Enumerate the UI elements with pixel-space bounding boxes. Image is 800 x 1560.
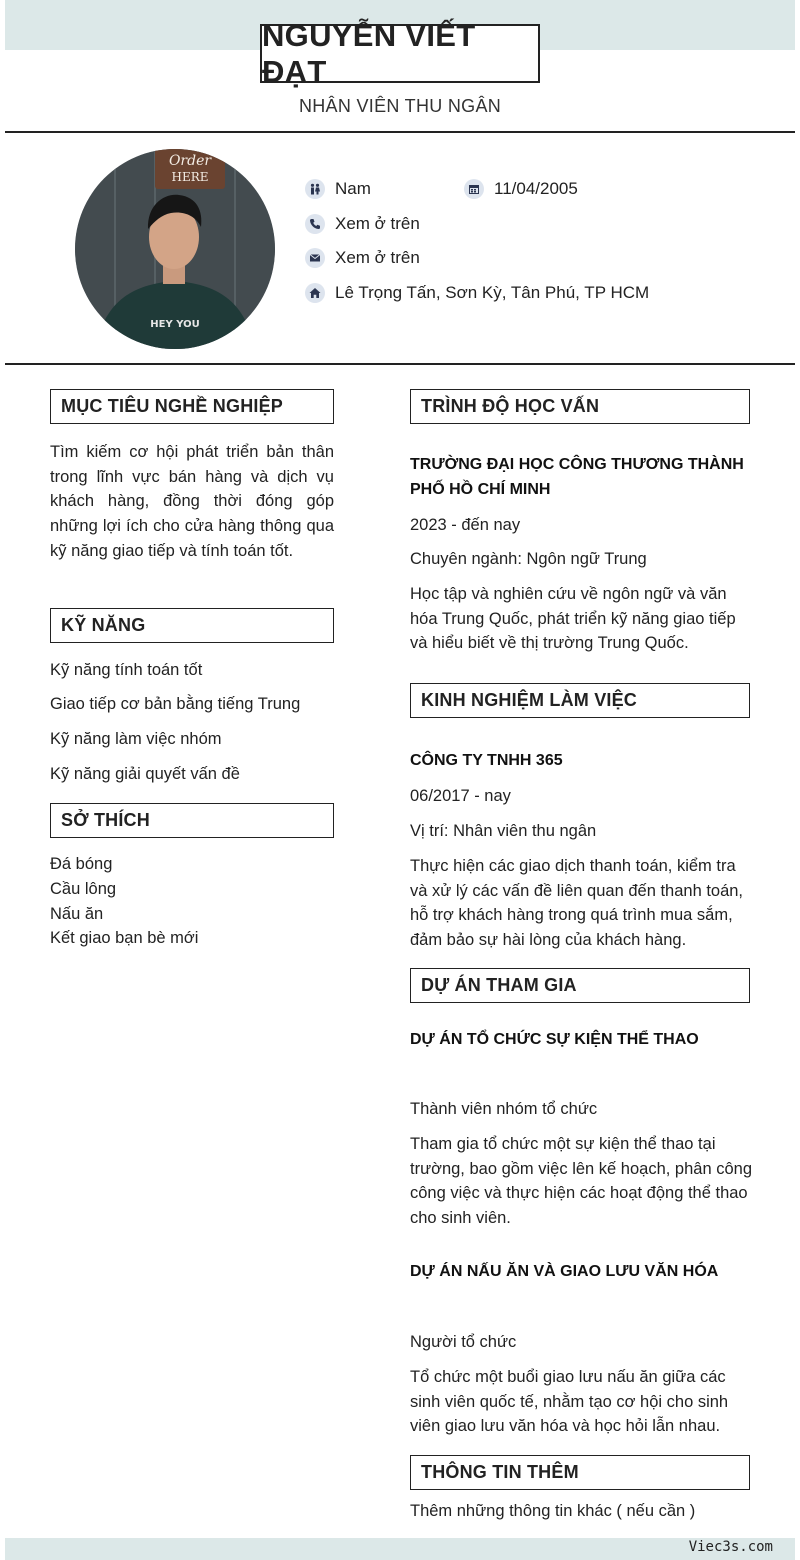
skill-item: Giao tiếp cơ bản bằng tiếng Trung [50, 695, 301, 713]
email-icon [305, 248, 325, 268]
hobbies-heading: SỞ THÍCH [50, 803, 334, 838]
email-row [305, 248, 420, 268]
experience-heading: KINH NGHIỆM LÀM VIỆC [410, 683, 750, 718]
gender-value: Nam [335, 179, 371, 198]
divider-top [5, 131, 795, 133]
avatar-sign-line2: HERE [171, 170, 209, 184]
birthday-row [464, 179, 578, 199]
address-row [305, 283, 649, 303]
company-name: CÔNG TY TNHH 365 [410, 752, 563, 769]
footer-band [5, 1538, 795, 1560]
project-name: DỰ ÁN TỔ CHỨC SỰ KIỆN THỂ THAO [410, 1031, 699, 1048]
education-heading: TRÌNH ĐỘ HỌC VẤN [410, 389, 750, 424]
phone-value: Xem ở trên [335, 214, 420, 233]
skill-item: Kỹ năng tính toán tốt [50, 661, 203, 679]
project-role: Thành viên nhóm tổ chức [410, 1100, 598, 1118]
calendar-icon [464, 179, 484, 199]
hobby-item: Nấu ăn [50, 905, 104, 923]
avatar-photo [75, 149, 275, 349]
gender-row [305, 179, 371, 199]
project-role: Người tổ chức [410, 1333, 517, 1351]
watermark: Viec3s.com [688, 1539, 773, 1555]
phone-row [305, 214, 420, 234]
project-name: DỰ ÁN NẤU ĂN VÀ GIAO LƯU VĂN HÓA [410, 1263, 719, 1280]
school-name-line2: PHỐ HỒ CHÍ MINH [410, 481, 551, 498]
skill-item: Kỹ năng làm việc nhóm [50, 730, 222, 748]
experience-period: 06/2017 - nay [410, 787, 511, 805]
phone-icon [305, 214, 325, 234]
extra-text: Thêm những thông tin khác ( nếu cần ) [410, 1502, 696, 1520]
birthday-value: 11/04/2005 [494, 179, 578, 198]
objective-text: Tìm kiếm cơ hội phát triển bản thân trong lĩnh vực bán hàng và dịch vụ khách hàng, đồng thời đóng góp những lợi ích cho cửa hàng thông qua kỹ năng giao tiếp và tính toán tốt. [50, 443, 334, 560]
email-value: Xem ở trên [335, 248, 420, 267]
home-icon [305, 283, 325, 303]
project-description: Tổ chức một buổi giao lưu nấu ăn giữa các sinh viên quốc tế, nhằm tạo cơ hội cho sinh viên giao lưu văn hóa và học hỏi lẫn nhau. [410, 1368, 729, 1436]
job-title: NHÂN VIÊN THU NGÂN [298, 96, 502, 116]
education-description: Học tập và nghiên cứu về ngôn ngữ và văn hóa Trung Quốc, phát triển kỹ năng giao tiếp và hiểu biết về thị trường Trung Quốc. [410, 585, 736, 653]
hobby-item: Đá bóng [50, 855, 113, 873]
divider-middle [5, 363, 795, 365]
education-period: 2023 - đến nay [410, 516, 521, 534]
school-name-line1: TRƯỜNG ĐẠI HỌC CÔNG THƯƠNG THÀNH [410, 456, 744, 473]
address-value: Lê Trọng Tấn, Sơn Kỳ, Tân Phú, TP HCM [335, 283, 650, 302]
extra-heading: THÔNG TIN THÊM [410, 1455, 750, 1490]
hobby-item: Cầu lông [50, 880, 117, 898]
name-box [260, 17, 540, 89]
projects-heading: DỰ ÁN THAM GIA [410, 968, 750, 1003]
candidate-name: NGUYỄN VIẾT ĐẠT [262, 17, 476, 89]
skills-heading: KỸ NĂNG [50, 608, 334, 643]
education-major: Chuyên ngành: Ngôn ngữ Trung [410, 550, 647, 568]
objective-heading: MỤC TIÊU NGHỀ NGHIỆP [50, 389, 334, 424]
experience-description: Thực hiện các giao dịch thanh toán, kiểm tra và xử lý các vấn đề liên quan đến thanh toán, hỗ trợ khách hàng trong quá trình mua sắm, đảm bảo sự hài lòng của khách hàng. [410, 857, 744, 950]
skill-item: Kỹ năng giải quyết vấn đề [50, 765, 240, 783]
experience-position: Vị trí: Nhân viên thu ngân [410, 822, 597, 840]
project-description: Tham gia tổ chức một sự kiện thể thao tại trường, bao gồm việc lên kế hoạch, phân công công việc và thực hiện các hoạt động thể thao cho sinh viên. [410, 1135, 752, 1228]
hobby-item: Kết giao bạn bè mới [50, 929, 199, 947]
avatar [75, 149, 275, 349]
avatar-sign-line1: Order [168, 153, 212, 169]
gender-icon [305, 179, 325, 199]
avatar-shirt-text: HEY YOU [150, 319, 200, 330]
